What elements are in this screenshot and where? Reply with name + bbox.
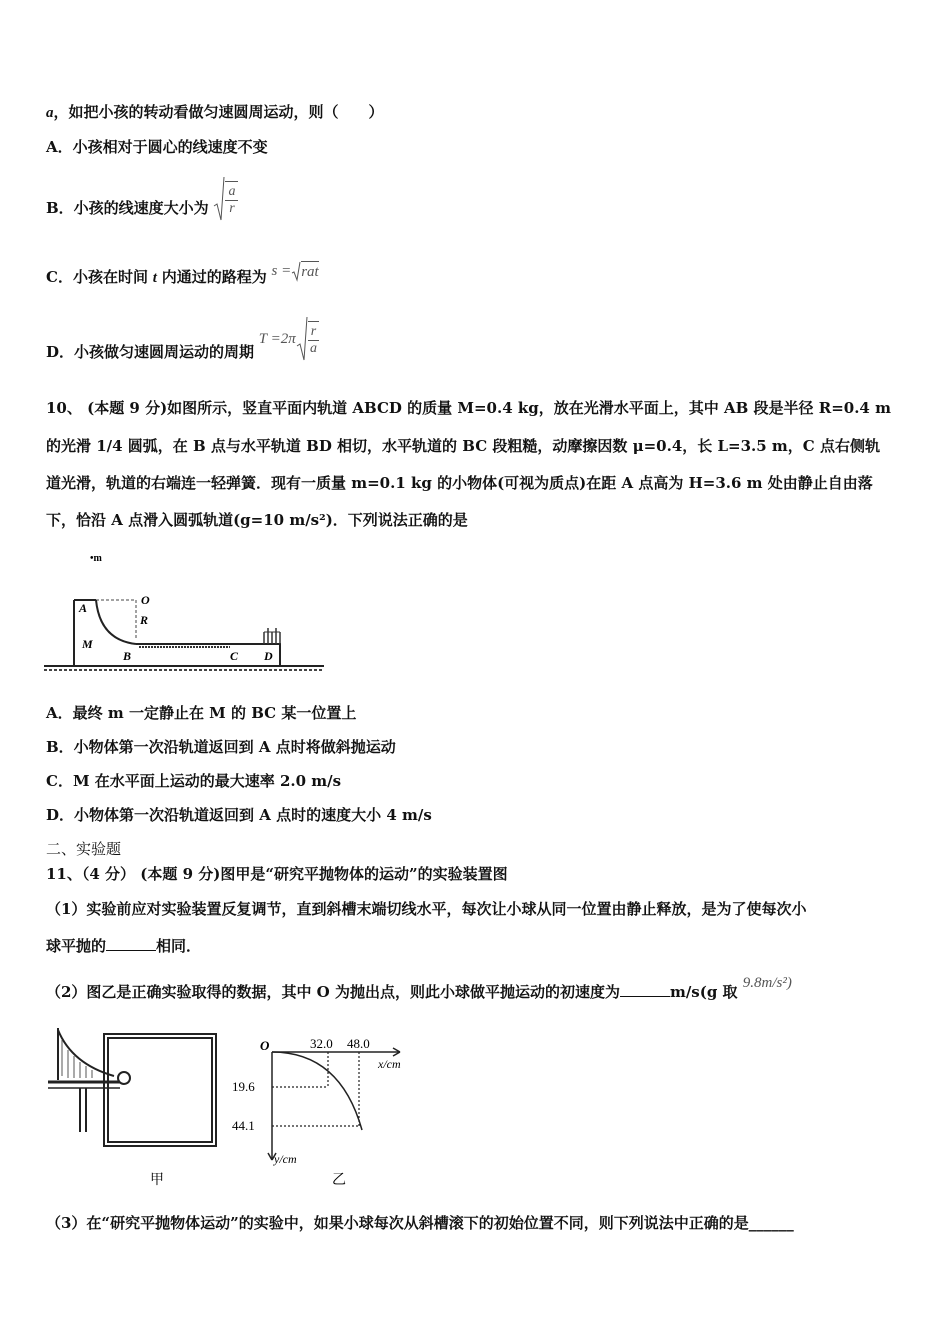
section-heading: 二、实验题 <box>46 840 122 858</box>
q11-part1-blank <box>106 936 156 951</box>
graph-origin: O <box>260 1038 270 1053</box>
fig-label-a: A <box>79 601 88 615</box>
q9-option-d-formula <box>259 316 319 362</box>
q11-part2-g: 9.8m/s²) <box>742 975 792 991</box>
q9-option-d-num: r <box>308 324 319 341</box>
trajectory-curve <box>272 1052 362 1130</box>
sqrt-icon <box>296 316 308 362</box>
graph-y-tick-2: 44.1 <box>232 1118 255 1133</box>
q10-line-1: 10、 (本题 9 分)如图所示，竖直平面内轨道 ABCD 的质量 M=0.4 kg，放在光滑水平面上，其中 AB 段是半径 R=0.4 m <box>46 399 891 417</box>
q11-part2-blank <box>620 982 670 997</box>
q11-apparatus-figure <box>44 1024 224 1194</box>
q11-part1-pre: 球平抛的 <box>46 937 107 955</box>
q11-part1-line1: （1）实验前应对实验装置反复调节，直到斜槽末端切线水平，每次让小球从同一位置由静止释放，是为了使每次小 <box>46 900 807 918</box>
sqrt-icon <box>213 176 225 222</box>
q9-option-c-var: t <box>152 270 157 286</box>
fig-label-m: •m <box>90 553 102 564</box>
q9-option-b-text: B．小孩的线速度大小为 <box>46 199 209 217</box>
q10-track-figure <box>44 548 330 678</box>
q10-option-d: D．小物体第一次沿轨道返回到 A 点时的速度大小 4 m/s <box>46 806 432 824</box>
q9-option-d <box>46 316 319 362</box>
q10-line-2: 的光滑 1/4 圆弧，在 B 点与水平轨道 BD 相切，水平轨道的 BC 段粗糙，动摩擦因数 μ=0.4，长 L=3.5 m，C 点右侧轨 <box>46 437 880 455</box>
q10-line-4: 下，恰沿 A 点滑入圆弧轨道(g=10 m/s²)．下列说法正确的是 <box>46 511 468 529</box>
fig-label-big-m: M <box>82 637 93 651</box>
fig-label-d: D <box>264 649 273 663</box>
sqrt-icon <box>291 261 301 281</box>
q11-part2 <box>46 975 792 1003</box>
q11-trajectory-graph <box>232 1032 420 1192</box>
q9-option-c-lhs: s = <box>271 263 292 279</box>
graph-x-tick-1: 32.0 <box>310 1036 333 1051</box>
q9-option-c-pre: C．小孩在时间 <box>46 268 148 286</box>
q9-option-b-formula <box>213 176 238 222</box>
graph-y-label: y/cm <box>274 1152 297 1166</box>
q9-option-c-rad: rat <box>301 261 319 282</box>
q9-option-d-text: D．小孩做匀速圆周运动的周期 <box>46 343 255 361</box>
q11-title: 11、（4 分） (本题 9 分)图甲是“研究平抛物体的运动”的实验装置图 <box>46 865 508 883</box>
q10-option-a: A．最终 m 一定静止在 M 的 BC 某一位置上 <box>46 704 357 722</box>
q9-option-c <box>46 260 319 286</box>
fig-label-o: O <box>141 593 150 607</box>
fig-label-r: R <box>140 613 149 627</box>
q9-option-d-lhs: T =2π <box>258 331 296 347</box>
q9-option-c-formula <box>271 261 318 282</box>
graph-y-tick-1: 19.6 <box>232 1079 255 1094</box>
q9-option-a: A．小孩相对于圆心的线速度不变 <box>46 138 268 156</box>
q9-option-b-num: a <box>225 184 238 201</box>
q10-option-c: C．M 在水平面上运动的最大速率 2.0 m/s <box>46 772 342 790</box>
q9-option-d-den: a <box>309 341 317 356</box>
q9-stem-var: a <box>46 105 54 121</box>
q11-part1-line2 <box>46 936 201 956</box>
q9-option-b <box>46 176 238 222</box>
q11-part2-pre: （2）图乙是正确实验取得的数据，其中 O 为抛出点，则此小球做平抛运动的初速度为 <box>46 983 620 1001</box>
fig-jia-label: 甲 <box>150 1173 164 1188</box>
q9-stem <box>46 102 384 123</box>
fig-label-b: B <box>123 649 132 663</box>
q10-option-b: B．小物体第一次沿轨道返回到 A 点时将做斜抛运动 <box>46 738 396 756</box>
graph-x-label: x/cm <box>378 1057 401 1071</box>
q11-part1-post: 相同． <box>156 937 202 955</box>
q11-part3: （3）在“研究平抛物体运动”的实验中，如果小球每次从斜槽滚下的初始位置不同，则下列说法中正确的是______ <box>46 1214 794 1232</box>
fig-label-c: C <box>230 649 239 663</box>
fig-yi-label: 乙 <box>332 1173 346 1188</box>
q9-option-c-post: 内通过的路程为 <box>161 268 267 286</box>
q11-part2-mid: m/s(g 取 <box>669 983 738 1001</box>
graph-x-tick-2: 48.0 <box>347 1036 370 1051</box>
q10-line-3: 道光滑，轨道的右端连一轻弹簧．现有一质量 m=0.1 kg 的小物体(可视为质点)在距 A 点高为 H=3.6 m 处由静止自由落 <box>46 474 873 492</box>
q9-option-b-den: r <box>229 201 235 216</box>
q9-stem-text: ，如把小孩的转动看做匀速圆周运动，则（ ） <box>53 103 384 121</box>
